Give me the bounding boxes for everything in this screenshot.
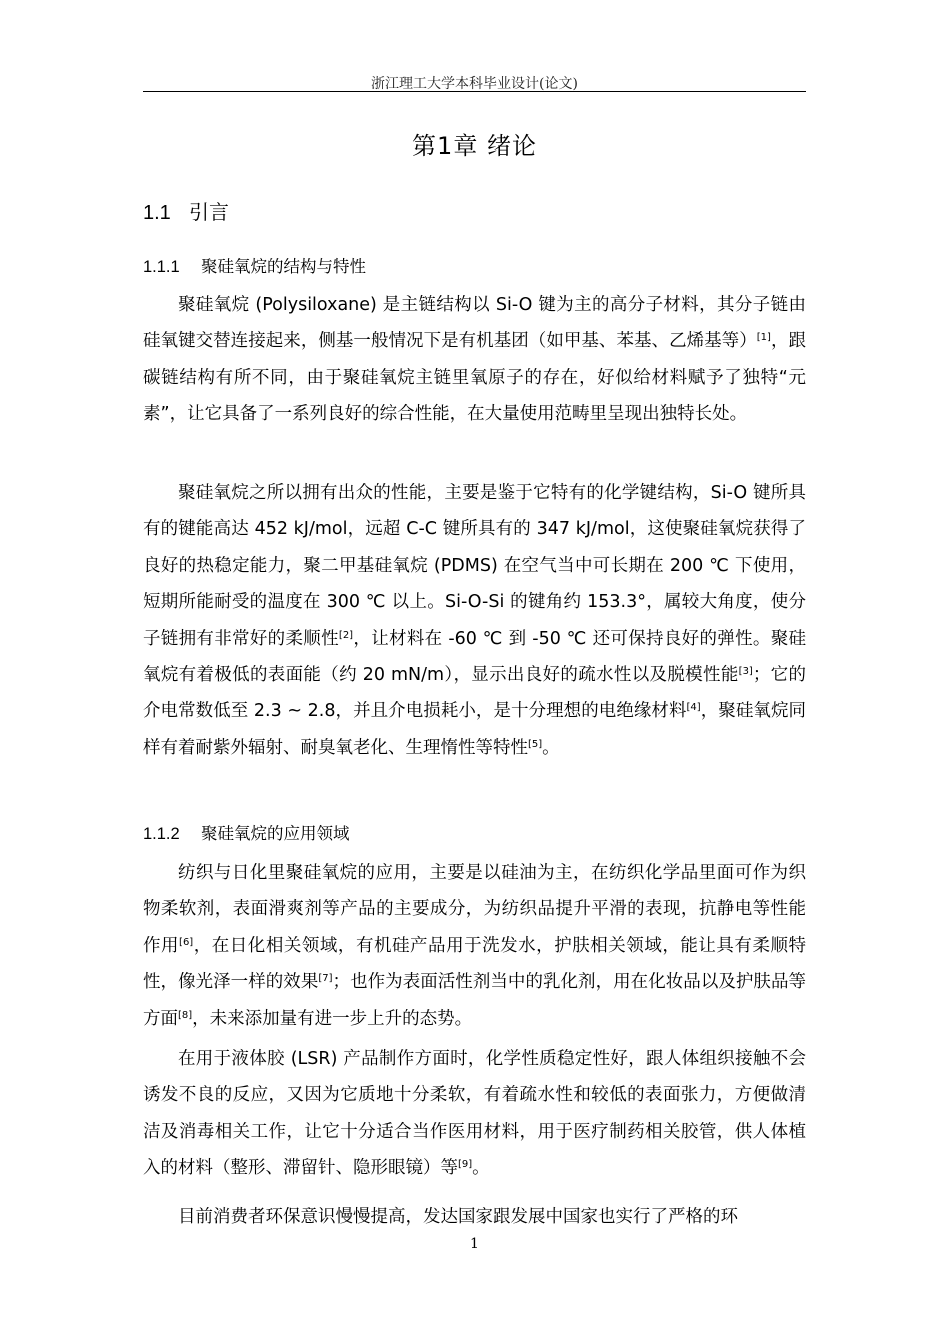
citation-ref: [9]	[458, 1159, 473, 1171]
subsection-heading	[143, 820, 350, 844]
citation-ref: [4]	[686, 702, 701, 714]
body-paragraph	[143, 475, 806, 766]
body-paragraph	[143, 1041, 806, 1187]
paragraph-text: 目前消费者环保意识慢慢提高，发达国家跟发展中国家也实行了严格的环	[178, 1207, 738, 1227]
citation-ref: [1]	[756, 332, 771, 344]
section-number: 1.1	[143, 202, 171, 224]
paragraph-text: 。	[542, 737, 560, 758]
citation-ref: [8]	[178, 1009, 193, 1021]
paragraph-text: ，聚硅氧烷同样有着耐紫外辐射、耐臭氧老化、生理惰性等特性	[143, 701, 807, 758]
paragraph-text: ；也作为表面活性剂当中的乳化剂，用在化妆品以及护肤品等方面	[143, 972, 807, 1029]
subsection-title: 聚硅氧烷的结构与特性	[201, 257, 366, 276]
subsection-heading	[143, 253, 366, 277]
running-header: 浙江理工大学本科毕业设计(论文)	[371, 76, 578, 92]
citation-ref: [6]	[179, 936, 194, 948]
paragraph-text: ，让材料在 -60 ℃ 到 -50 ℃ 还可保持良好的弹性。聚硅氧烷有着极低的表面能（约 20 mN/m），显示出良好的疏水性以及脱模性能	[143, 628, 807, 686]
paragraph-text: ；它的介电常数低至 2.3 ~ 2.8，并且介电损耗小，是十分理想的电绝缘材料	[143, 665, 806, 722]
header-divider	[143, 91, 806, 92]
body-paragraph	[143, 287, 806, 433]
page-number: 1	[470, 1236, 479, 1252]
section-heading	[143, 196, 229, 225]
body-paragraph	[143, 855, 806, 1037]
subsection-number: 1.1.2	[143, 825, 180, 843]
body-paragraph	[143, 1199, 806, 1235]
subsection-title: 聚硅氧烷的应用领域	[201, 824, 350, 843]
citation-ref: [3]	[738, 666, 753, 678]
subsection-number: 1.1.1	[143, 258, 180, 276]
citation-ref: [7]	[318, 973, 333, 985]
paragraph-text: ，在日化相关领域，有机硅产品用于洗发水，护肤相关领域，能让具有柔顺特性，像光泽一样的效果	[143, 935, 806, 993]
citation-ref: [2]	[338, 629, 354, 641]
section-title: 引言	[189, 200, 229, 224]
paragraph-text: 在用于液体胶 (LSR) 产品制作方面时，化学性质稳定性好，跟人体组织接触不会诱发不良的反应，又因为它质地十分柔软，有着疏水性和较低的表面张力，方便做清洁及消毒相关工作，让它十分适合当作医用材料，用于医疗制药相关胶管，供人体植入的材料（整形、滞留针、隐形眼镜）等	[143, 1049, 806, 1179]
paragraph-text: ，未来添加量有进一步上升的态势。	[192, 1008, 473, 1029]
paragraph-text: 聚硅氧烷之所以拥有出众的性能，主要是鉴于它特有的化学键结构，Si-O 键所具有的键能高达 452 kJ/mol，远超 C-C 键所具有的 347 kJ/mol，这使聚硅氧烷获得了良好的热稳定能力，聚二甲基硅氧烷 (PDMS) 在空气当中可长期在 200 ℃ 下使用，短期所能耐受的温度在 300 ℃ 以上。Si-O-Si 的键角约 153.3°，属较大角度，使分子链拥有非常好的柔顺性	[143, 483, 806, 649]
paragraph-text: ，跟碳链结构有所不同，由于聚硅氧烷主链里氧原子的存在，好似给材料赋予了独特“元素”，让它具备了一系列良好的综合性能，在大量使用范畴里呈现出独特长处。	[143, 331, 807, 425]
paragraph-text: 纺织与日化里聚硅氧烷的应用，主要是以硅油为主，在纺织化学品里面可作为织物柔软剂，表面滑爽剂等产品的主要成分，为纺织品提升平滑的表现，抗静电等性能作用	[143, 863, 806, 956]
citation-ref: [5]	[528, 738, 543, 750]
paragraph-text: 聚硅氧烷 (Polysiloxane) 是主链结构以 Si-O 键为主的高分子材料，其分子链由硅氧键交替连接起来，侧基一般情况下是有机基团（如甲基、苯基、乙烯基等）	[143, 295, 806, 352]
paragraph-text: 。	[472, 1158, 490, 1179]
chapter-title: 第1章 绪论	[412, 132, 537, 160]
